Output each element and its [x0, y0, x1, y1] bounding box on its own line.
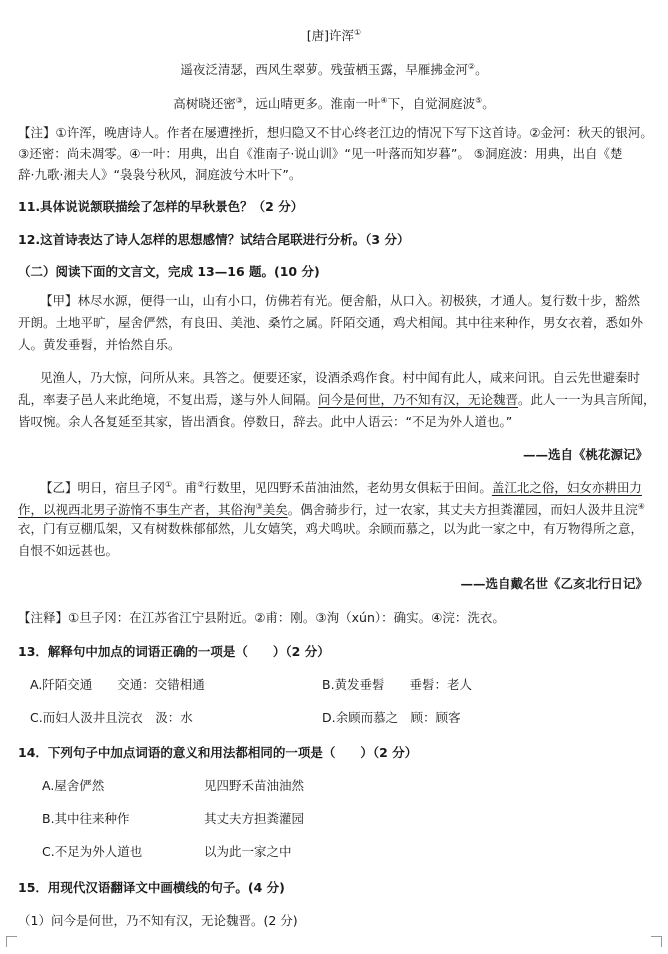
jia-para-1-line-1: 【甲】林尽水源，便得一山，山有小口，仿佛若有光。便舍船，从口入。初极狭，才通人。复行数十步，豁然 [40, 293, 641, 308]
jia-source: ——选自《桃花源记》 [522, 447, 648, 462]
jia-para-1-line-3: 人。黄发垂髫，并怡然自乐。 [18, 337, 181, 352]
underlined-sentence: 盖江北之俗，妇女亦耕田力 [491, 480, 642, 496]
corner-mark-bottom-left [6, 936, 17, 947]
underlined-sentence: 作，以视西北男子游惰不事生产者，其俗洵③美矣 [18, 502, 288, 518]
poem-notes-line-1: 【注】①许浑，晚唐诗人。作者在屡遭挫折，想归隐又不甘心终老江边的情况下写下这首诗。②金河：秋天的银河。 [18, 125, 653, 140]
question-14-option-c-2: 以为此一家之中 [204, 844, 292, 859]
question-15-sub-1: （1）问今是何世，乃不知有汉，无论魏晋。(2 分) [18, 913, 298, 928]
yi-line-1: 【乙】明日，宿旦子冈①。甫②行数里，见四野禾苗油油然，老幼男女俱耘于田间。盖江北之俗，妇女亦耕田力 [40, 480, 642, 496]
jia-para-2-line-2: 乱，率妻子邑人来此绝境，不复出焉，遂与外人间隔。问今是何世，乃不知有汉，无论魏晋。此人一一为具言所闻， [18, 392, 656, 407]
jia-para-1-line-2: 开朗。土地平旷，屋舍俨然，有良田、美池、桑竹之属。阡陌交通，鸡犬相闻。其中往来种作，男女衣着，悉如外 [18, 315, 644, 330]
jia-para-2-line-1: 见渔人，乃大惊，问所从来。具答之。便要还家，设酒杀鸡作食。村中闻有此人，咸来问讯。自云先世避秦时 [40, 370, 641, 385]
yi-line-3: 衣，门有豆棚瓜架，又有树数株郁郁然，儿女嬉笑，鸡犬鸣吠。余顾而慕之，以为此一家之中，有万物得所之意， [18, 521, 644, 536]
question-13-stem: 13．解释句中加点的词语正确的一项是（ ）（2 分） [18, 644, 330, 659]
question-13-option-a: A.阡陌交通 交通：交错相通 [30, 677, 205, 692]
poem-line-2: 高树晓还密③，远山晴更多。淮南一叶④下，自觉洞庭波⑤。 [173, 96, 495, 112]
question-13-option-c: C.而妇人汲井且浣衣 汲：水 [30, 710, 193, 725]
corner-mark-bottom-right [651, 936, 662, 947]
yi-source: ——选自戴名世《乙亥北行日记》 [460, 576, 648, 591]
question-14-stem: 14．下列句子中加点词语的意义和用法都相同的一项是（ ）（2 分） [18, 745, 418, 760]
poem-author: [唐]许浑① [306, 28, 362, 44]
question-14-option-a-1: A.屋舍俨然 [42, 778, 105, 793]
jia-para-2-line-3: 皆叹惋。余人各复延至其家，皆出酒食。停数日，辞去。此中人语云：“不足为外人道也。” [18, 414, 513, 429]
question-14-option-b-2: 其丈夫方担粪灌园 [204, 811, 305, 826]
underlined-sentence: 问今是何世，乃不知有汉，无论魏晋 [318, 392, 519, 407]
yi-line-4: 自恨不如远甚也。 [18, 543, 119, 558]
section-2-heading: （二）阅读下面的文言文，完成 13—16 题。(10 分) [18, 264, 320, 279]
question-15-stem: 15．用现代汉语翻译文中画横线的句子。(4 分) [18, 880, 285, 895]
yi-line-2: 作，以视西北男子游惰不事生产者，其俗洵③美矣。偶舍骑步行，过一农家，其丈夫方担粪灌园，而妇人汲井且浣④ [18, 502, 645, 518]
yi-notes: 【注释】①旦子冈：在江苏省江宁县附近。②甫：刚。③洵（xún）：确实。④浣：洗衣。 [18, 610, 505, 625]
poem-notes-line-2: ③还密：尚未凋零。④一叶：用典，出自《淮南子·说山训》“见一叶落而知岁暮”。 ⑤洞庭波：用典，出自《楚 [18, 146, 623, 161]
poem-line-1: 遥夜泛清瑟，西风生翠萝。残萤栖玉露，早雁拂金河②。 [180, 62, 488, 78]
question-13-option-d: D.余顾而慕之 顾：顾客 [322, 710, 461, 725]
question-14-option-b-1: B.其中往来种作 [42, 811, 130, 826]
poem-notes-line-3: 辞·九歌·湘夫人》“袅袅兮秋风，洞庭波兮木叶下”。 [18, 167, 302, 182]
question-14-option-a-2: 见四野禾苗油油然 [204, 778, 305, 793]
question-14-option-c-1: C.不足为外人道也 [42, 844, 143, 859]
question-11: 11.具体说说颔联描绘了怎样的早秋景色？（2 分） [18, 199, 304, 214]
question-12: 12.这首诗表达了诗人怎样的思想感情？试结合尾联进行分析。（3 分） [18, 232, 410, 247]
question-13-option-b: B.黄发垂髫 垂髫：老人 [322, 677, 473, 692]
